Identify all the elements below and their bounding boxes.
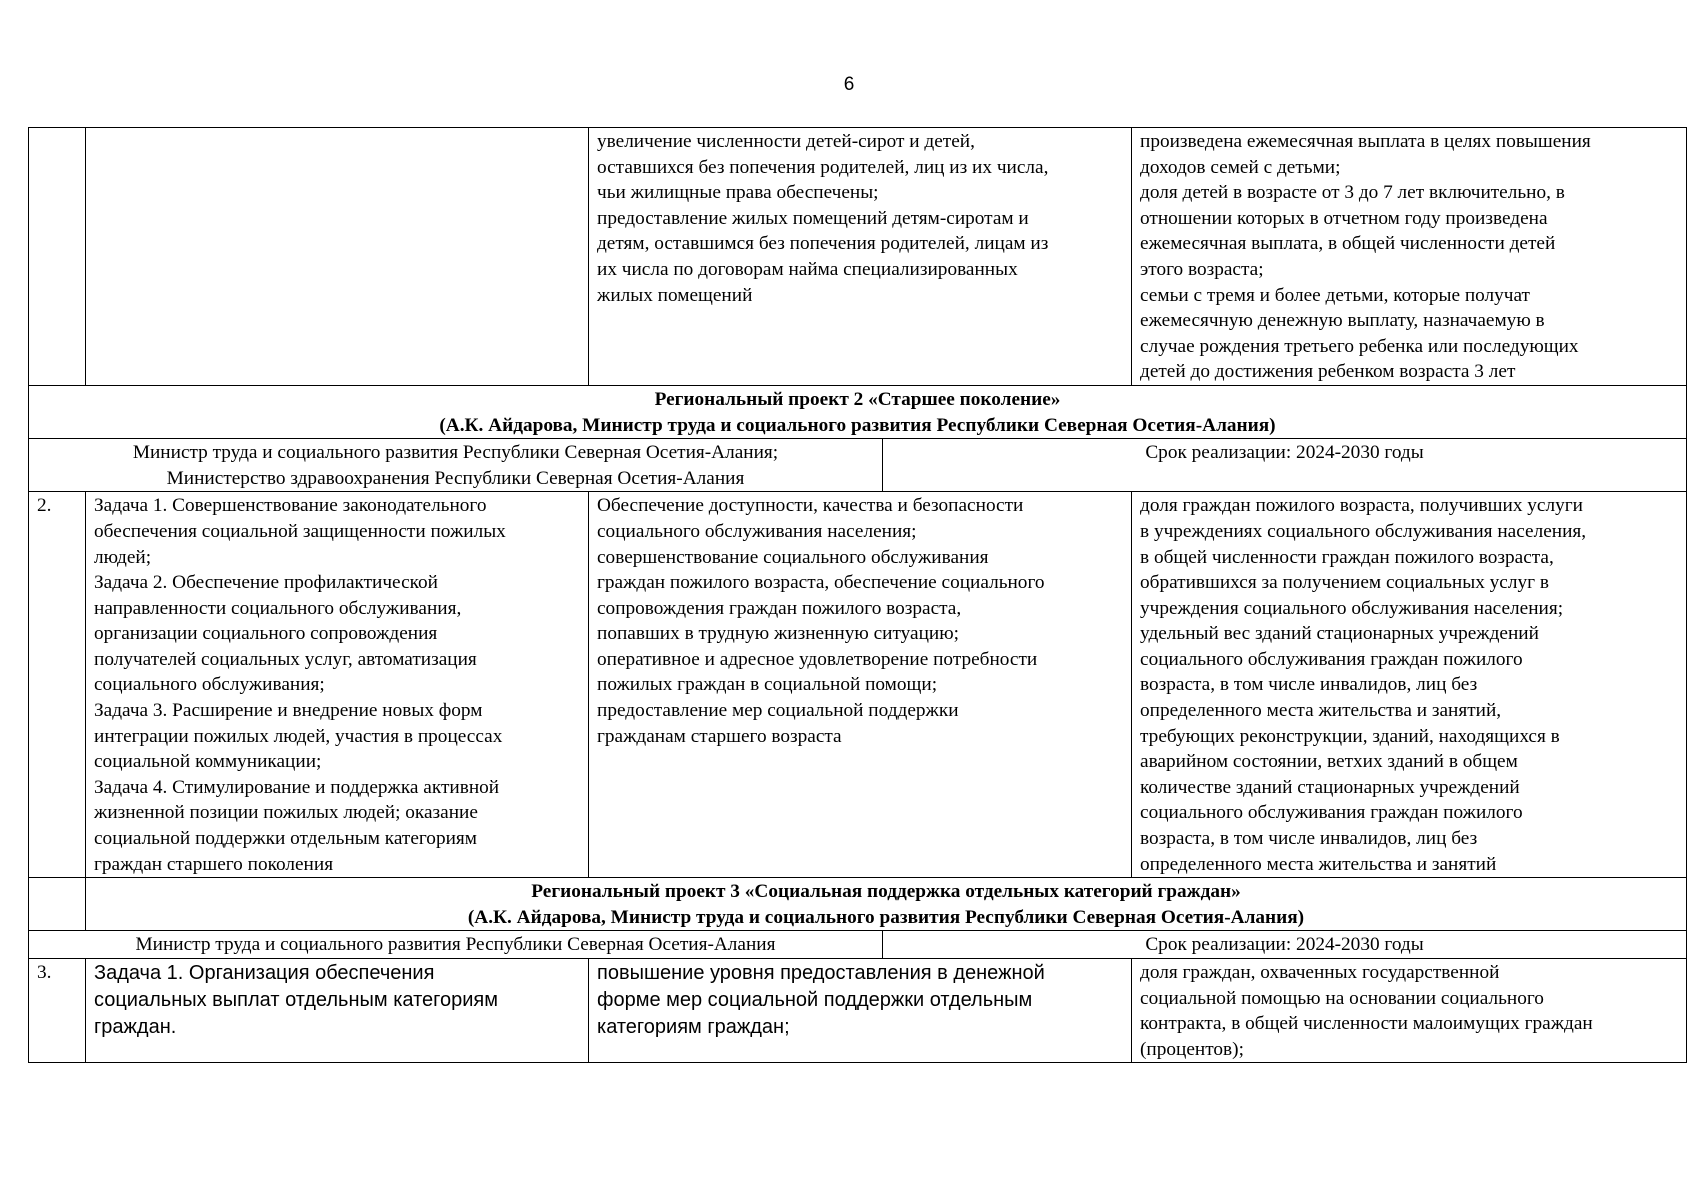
row-number-cell [29, 128, 86, 386]
text-line: социального обслуживания граждан пожилого [1140, 648, 1523, 670]
text-line: социального обслуживания населения; [597, 520, 917, 542]
text-line: граждан пожилого возраста, обеспечение социального [597, 572, 1045, 594]
project-2-heading [29, 385, 1687, 438]
project-heading-row [29, 878, 1687, 931]
indicators-cell [1132, 492, 1687, 878]
text-line: совершенствование социального обслуживания [597, 546, 989, 568]
text-line: их числа по договорам найма специализированных [597, 258, 1018, 280]
text-line: удельный вес зданий стационарных учреждений [1140, 623, 1539, 645]
text-line: определенного места жительства и занятий [1140, 853, 1497, 875]
text-line: обеспечения социальной защищенности пожилых [94, 520, 506, 542]
text-line: Обеспечение доступности, качества и безопасности [597, 495, 1024, 517]
project-3-curator: (А.К. Айдарова, Министр труда и социального развития Республики Северная Осетия-Алания) [467, 906, 1305, 928]
text-line: оперативное и адресное удовлетворение потребности [597, 648, 1038, 670]
table-row [29, 128, 1687, 386]
text-line: граждан. [94, 1016, 177, 1038]
text-line: отношении которых в отчетном году произведена [1140, 207, 1548, 229]
text-line: детей до достижения ребенком возраста 3 лет [1140, 361, 1516, 383]
text-line: Министр труда и социального развития Республики Северная Осетия-Алания; [132, 442, 779, 464]
text-line: доля граждан пожилого возраста, получивших услуги [1140, 495, 1583, 517]
text-line: Задача 1. Совершенствование законодательного [94, 495, 487, 517]
row-number: 2. [29, 492, 86, 878]
effects-cell [589, 128, 1132, 386]
text-line: обратившихся за получением социальных услуг в [1140, 572, 1549, 594]
text-line: жизненной позиции пожилых людей; оказание [94, 802, 478, 824]
text-line: контракта, в общей численности малоимущих граждан [1140, 1013, 1593, 1035]
text-line: сопровождения граждан пожилого возраста, [597, 597, 962, 619]
text-line: Задача 2. Обеспечение профилактической [94, 572, 439, 594]
page-number: 6 [843, 74, 855, 95]
text-line: граждан старшего поколения [94, 853, 334, 875]
text-line: учреждения социального обслуживания населения; [1140, 597, 1564, 619]
indicators-cell [1132, 959, 1687, 1063]
text-line: предоставление мер социальной поддержки [597, 700, 959, 722]
text-line: требующих реконструкции, зданий, находящихся в [1140, 725, 1560, 747]
effects-cell [589, 959, 1132, 1063]
text-line: ежемесячную денежную выплату, назначаемую в [1140, 310, 1545, 332]
table-row [29, 492, 1687, 878]
text-line: доля граждан, охваченных государственной [1140, 962, 1500, 983]
text-line: социальной поддержки отдельным категориям [94, 828, 477, 850]
text-line: Министерство здравоохранения Республики Северная Осетия-Алания [166, 467, 745, 489]
text-line: жилых помещений [597, 284, 753, 306]
project-info-row [29, 439, 1687, 492]
text-line: людей; [94, 546, 152, 568]
text-line: количестве зданий стационарных учреждений [1140, 776, 1520, 798]
text-line: повышение уровня предоставления в денежной [597, 962, 1045, 984]
project-3-responsible: Министр труда и социального развития Республики Северная Осетия-Алания [29, 931, 883, 959]
row-number-cell [29, 878, 86, 931]
text-line: пожилых граждан в социальной помощи; [597, 674, 938, 696]
text-line: социальной помощью на основании социального [1140, 987, 1544, 1009]
text-line: в учреждениях социального обслуживания населения, [1140, 520, 1587, 542]
text-line: возраста, в том числе инвалидов, лиц без [1140, 828, 1478, 850]
text-line: гражданам старшего возраста [597, 725, 842, 747]
text-line: ежемесячная выплата, в общей численности детей [1140, 233, 1556, 255]
project-3-term: Срок реализации: 2024-2030 годы [883, 931, 1687, 959]
text-line: случае рождения третьего ребенка или последующих [1140, 335, 1579, 357]
project-2-term: Срок реализации: 2024-2030 годы [883, 439, 1687, 492]
text-line: социальных выплат отдельным категориям [94, 989, 498, 1011]
text-line: Задача 1. Организация обеспечения [94, 962, 435, 984]
text-line: организации социального сопровождения [94, 623, 438, 645]
text-line: (процентов); [1140, 1038, 1244, 1060]
tasks-cell [86, 959, 589, 1063]
text-line: направленности социального обслуживания, [94, 597, 462, 619]
tasks-cell [86, 128, 589, 386]
table-row [29, 959, 1687, 1063]
text-line: социального обслуживания; [94, 674, 325, 696]
text-line: увеличение численности детей-сирот и детей, [597, 131, 975, 152]
effects-cell [589, 492, 1132, 878]
project-table [28, 127, 1687, 1063]
text-line: чьи жилищные права обеспечены; [597, 182, 879, 204]
project-2-title: Региональный проект 2 «Старшее поколение» [654, 388, 1061, 410]
text-line: предоставление жилых помещений детям-сиротам и [597, 207, 1029, 229]
project-2-curator: (А.К. Айдарова, Министр труда и социального развития Республики Северная Осетия-Алания) [439, 414, 1276, 436]
text-line: оставшихся без попечения родителей, лиц из их числа, [597, 156, 1049, 178]
text-line: в общей численности граждан пожилого возраста, [1140, 546, 1554, 568]
text-line: Задача 3. Расширение и внедрение новых форм [94, 700, 483, 722]
text-line: возраста, в том числе инвалидов, лиц без [1140, 674, 1478, 696]
tasks-cell [86, 492, 589, 878]
text-line: определенного места жительства и занятий, [1140, 700, 1502, 722]
text-line: получателей социальных услуг, автоматизация [94, 648, 477, 670]
project-3-title: Региональный проект 3 «Социальная поддержка отдельных категорий граждан» [531, 881, 1241, 903]
text-line: произведена ежемесячная выплата в целях повышения [1140, 131, 1591, 152]
project-info-row [29, 931, 1687, 959]
project-2-responsible [29, 439, 883, 492]
text-line: семьи с тремя и более детьми, которые получат [1140, 284, 1530, 306]
text-line: этого возраста; [1140, 258, 1264, 280]
project-3-heading [86, 878, 1687, 931]
text-line: категориям граждан; [597, 1016, 790, 1038]
row-number: 3. [29, 959, 86, 1063]
text-line: Задача 4. Стимулирование и поддержка активной [94, 776, 500, 798]
text-line: интеграции пожилых людей, участия в процессах [94, 725, 503, 747]
text-line: аварийном состоянии, ветхих зданий в общем [1140, 751, 1518, 773]
text-line: социального обслуживания граждан пожилого [1140, 802, 1523, 824]
text-line: доля детей в возрасте от 3 до 7 лет включительно, в [1140, 182, 1565, 204]
project-heading-row [29, 385, 1687, 438]
text-line: социальной коммуникации; [94, 751, 322, 773]
text-line: попавших в трудную жизненную ситуацию; [597, 623, 959, 645]
indicators-cell [1132, 128, 1687, 386]
text-line: доходов семей с детьми; [1140, 156, 1341, 178]
text-line: форме мер социальной поддержки отдельным [597, 989, 1033, 1011]
text-line: детям, оставшимся без попечения родителей, лицам из [597, 233, 1049, 255]
